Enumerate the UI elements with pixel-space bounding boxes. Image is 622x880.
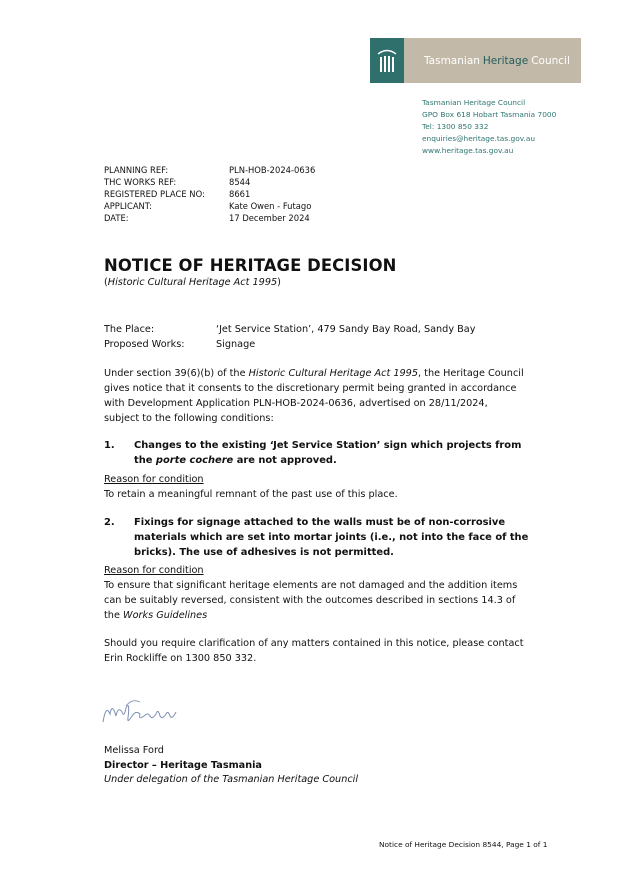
condition-number: 2. — [104, 517, 115, 528]
signer-name: Melissa Ford — [104, 745, 164, 756]
works-label: Proposed Works: — [104, 339, 185, 350]
ref-value: 8544 — [229, 177, 251, 187]
ref-value: Kate Owen - Futago — [229, 201, 312, 211]
place-details — [104, 322, 475, 352]
intro-paragraph: Under section 39(6)(b) of the Historic Cultural Heritage Act 1995, the Heritage Council gives notice that it consents to the discretionary permit being granted in accordance with Development Application PLN-HOB-2024-0636, advertised on 28/11/2024, subject to the following conditions: — [104, 368, 524, 424]
works-value: Signage — [216, 339, 256, 350]
condition-1 — [104, 438, 521, 468]
ref-row-thc-works — [104, 176, 315, 188]
ref-row-planning — [104, 164, 315, 176]
reference-block — [104, 164, 315, 224]
ref-value: PLN-HOB-2024-0636 — [229, 165, 316, 175]
condition-text: Changes to the existing ‘Jet Service Station’ sign which projects from the porte cochere are not approved. — [134, 440, 522, 466]
reason-heading-1: Reason for condition — [104, 474, 204, 485]
ref-row-date — [104, 212, 315, 224]
page-title: NOTICE OF HERITAGE DECISION — [104, 256, 397, 275]
heritage-council-logo — [370, 38, 581, 83]
page-footer: Notice of Heritage Decision 8544, Page 1 of 1 — [379, 840, 548, 849]
place-value: ‘Jet Service Station’, 479 Sandy Bay Road, Sandy Bay — [216, 324, 476, 335]
ref-row-registered-place — [104, 188, 315, 200]
reason-text-2: To ensure that significant heritage elements are not damaged and the addition items can be suitably reversed, consistent with the outcomes described in sections 14.3 of the Works Guidelines — [104, 580, 518, 621]
ref-row-applicant — [104, 200, 315, 212]
ref-value: 17 December 2024 — [229, 213, 310, 223]
ref-label: DATE: — [104, 213, 129, 223]
contact-address: GPO Box 618 Hobart Tasmania 7000 — [422, 110, 557, 119]
handwritten-signature — [100, 694, 190, 734]
columns-logo-icon — [370, 38, 404, 83]
logo-wordmark: Tasmanian Heritage Council — [404, 38, 581, 83]
signer-delegation: Under delegation of the Tasmanian Heritage Council — [104, 774, 359, 785]
ref-label: APPLICANT: — [104, 201, 152, 211]
contact-block — [422, 97, 556, 157]
ref-label: PLANNING REF: — [104, 165, 169, 175]
signer-title: Director – Heritage Tasmania — [104, 759, 262, 771]
act-subtitle: (Historic Cultural Heritage Act 1995) — [104, 277, 281, 288]
condition-2 — [104, 515, 528, 560]
contact-name: Tasmanian Heritage Council — [422, 98, 526, 107]
ref-label: REGISTERED PLACE NO: — [104, 189, 205, 199]
place-label: The Place: — [104, 324, 155, 335]
ref-value: 8661 — [229, 189, 251, 199]
signer-block — [104, 744, 358, 788]
proposed-works-row — [104, 337, 475, 352]
reason-text-1: To retain a meaningful remnant of the past use of this place. — [104, 489, 398, 500]
contact-web-link[interactable]: www.heritage.tas.gov.au — [422, 146, 514, 155]
ref-label: THC WORKS REF: — [104, 177, 177, 187]
place-row — [104, 322, 475, 337]
condition-text: Fixings for signage attached to the walls must be of non-corrosive materials which are set into mortar joints (i.e., not into the face of the bricks). The use of adhesives is not permitted. — [134, 517, 529, 558]
contact-email-link[interactable]: enquiries@heritage.tas.gov.au — [422, 134, 536, 143]
reason-heading-2: Reason for condition — [104, 565, 204, 576]
contact-tel: Tel: 1300 850 332 — [422, 122, 489, 131]
condition-number: 1. — [104, 440, 115, 451]
clarification-paragraph: Should you require clarification of any matters contained in this notice, please contact Erin Rockliffe on 1300 850 332. — [104, 638, 524, 664]
